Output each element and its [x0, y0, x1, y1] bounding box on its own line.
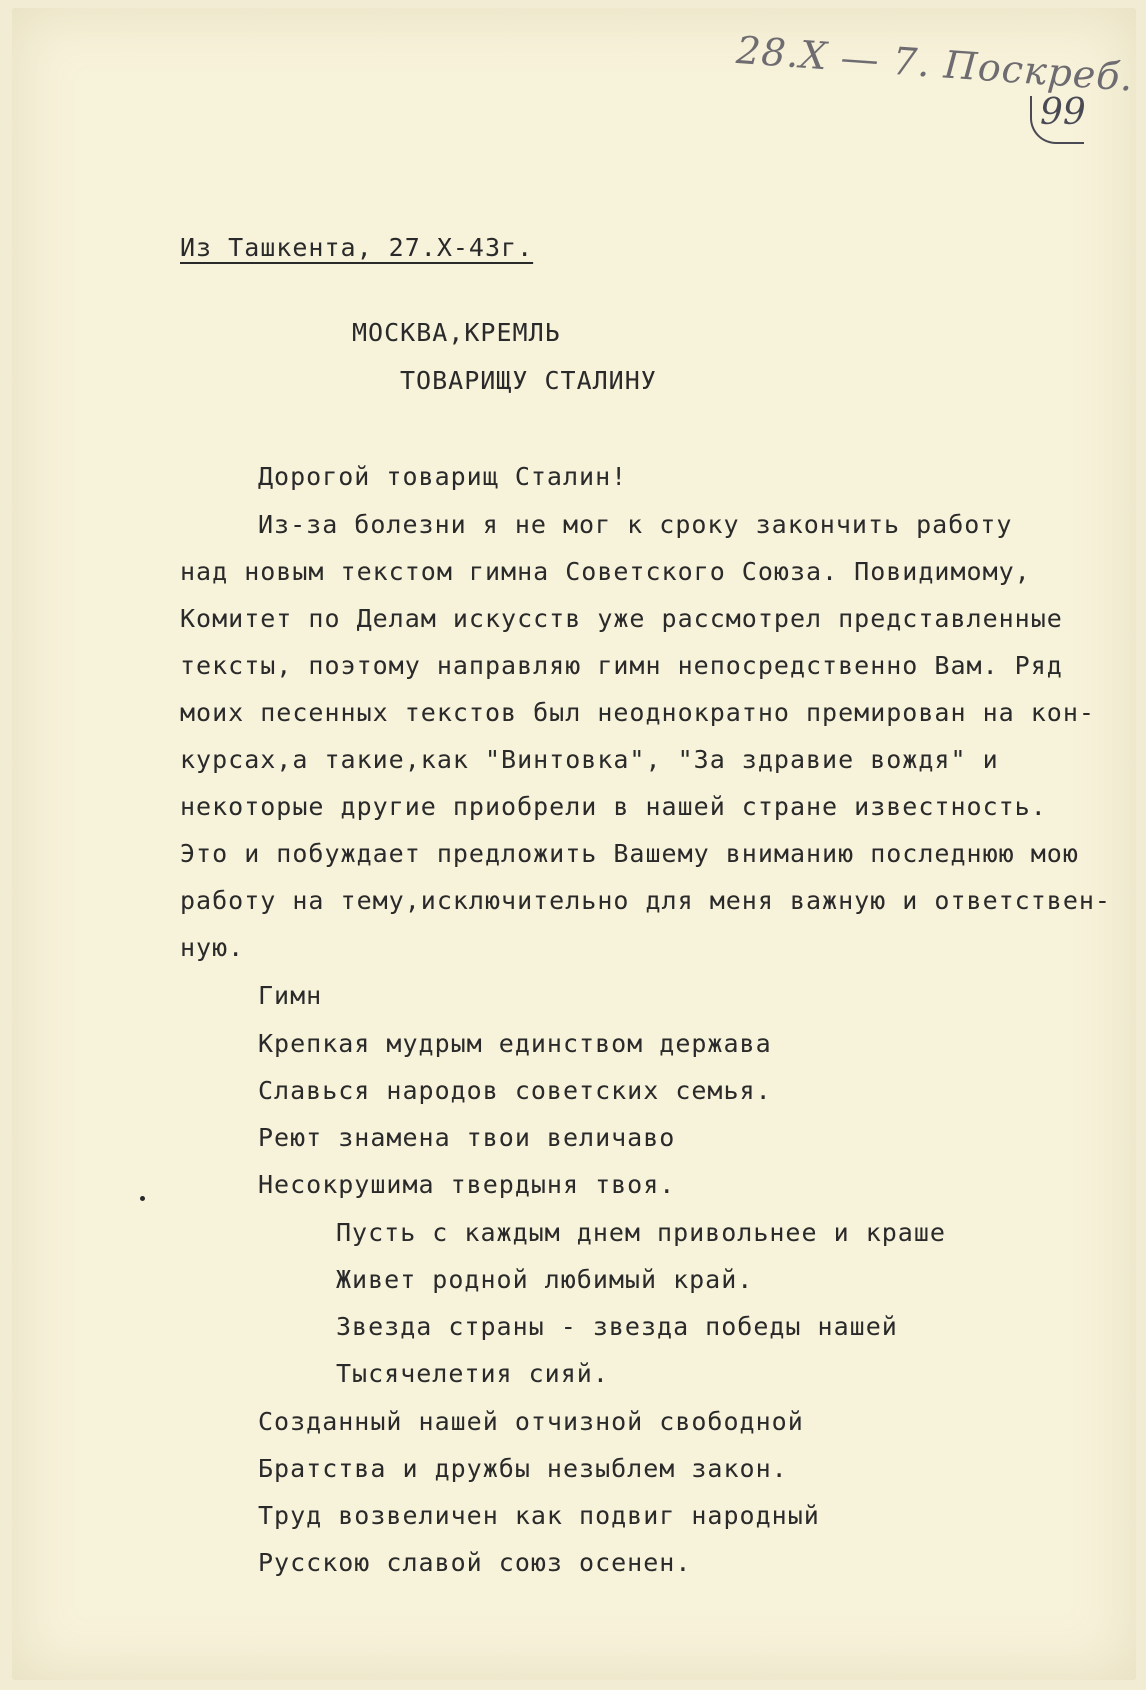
body-line: моих песенных текстов был неоднократно премирован на кон-	[180, 698, 1095, 727]
body-line: ную.	[180, 933, 245, 962]
verse-line: Братства и дружбы незыблем закон.	[258, 1454, 788, 1483]
body-line: курсах,а такие,как "Винтовка", "За здравие вождя" и	[180, 745, 999, 774]
verse-line: Труд возвеличен как подвиг народный	[258, 1501, 820, 1530]
chorus-line: Живет родной любимый край.	[336, 1265, 754, 1294]
chorus-line: Тысячелетия сияй.	[336, 1359, 609, 1388]
verse-line: Славься народов советских семья.	[258, 1076, 772, 1105]
body-line: работу на тему,исключительно для меня важную и ответствен-	[180, 886, 1111, 915]
body-line: некоторые другие приобрели в нашей стране известность.	[180, 792, 1047, 821]
hymn-title: Гимн	[258, 981, 323, 1010]
verse-line: Несокрушима твердыня твоя.	[258, 1170, 676, 1199]
address-line-1: МОСКВА,КРЕМЛЬ	[352, 318, 561, 347]
handwritten-note: 28.X — 7. Поскреб.	[734, 28, 1136, 100]
verse-line: Русскою славой союз осенен.	[258, 1548, 692, 1577]
verse-line: Реют знамена твои величаво	[258, 1123, 676, 1152]
salutation: Дорогой товарищ Сталин!	[258, 462, 628, 491]
verse-line: Созданный нашей отчизной свободной	[258, 1407, 804, 1436]
body-line: Это и побуждает предложить Вашему вниманию последнюю мою	[180, 839, 1079, 868]
folio-number: 99	[1040, 92, 1086, 133]
address-line-2: ТОВАРИЩУ СТАЛИНУ	[400, 366, 657, 395]
body-line: Комитет по Делам искусств уже рассмотрел представленные	[180, 604, 1063, 633]
chorus-line: Пусть с каждым днем привольнее и краше	[336, 1218, 946, 1247]
body-line: Из-за болезни я не мог к сроку закончить работу	[258, 510, 1013, 539]
verse-line: Крепкая мудрым единством держава	[258, 1029, 772, 1058]
body-line: над новым текстом гимна Советского Союза. Повидимому,	[180, 557, 1031, 586]
origin-line: Из Ташкента, 27.X-43г.	[180, 233, 534, 262]
body-line: тексты, поэтому направляю гимн непосредственно Вам. Ряд	[180, 651, 1063, 680]
ink-dot	[140, 1196, 145, 1201]
chorus-line: Звезда страны - звезда победы нашей	[336, 1312, 898, 1341]
